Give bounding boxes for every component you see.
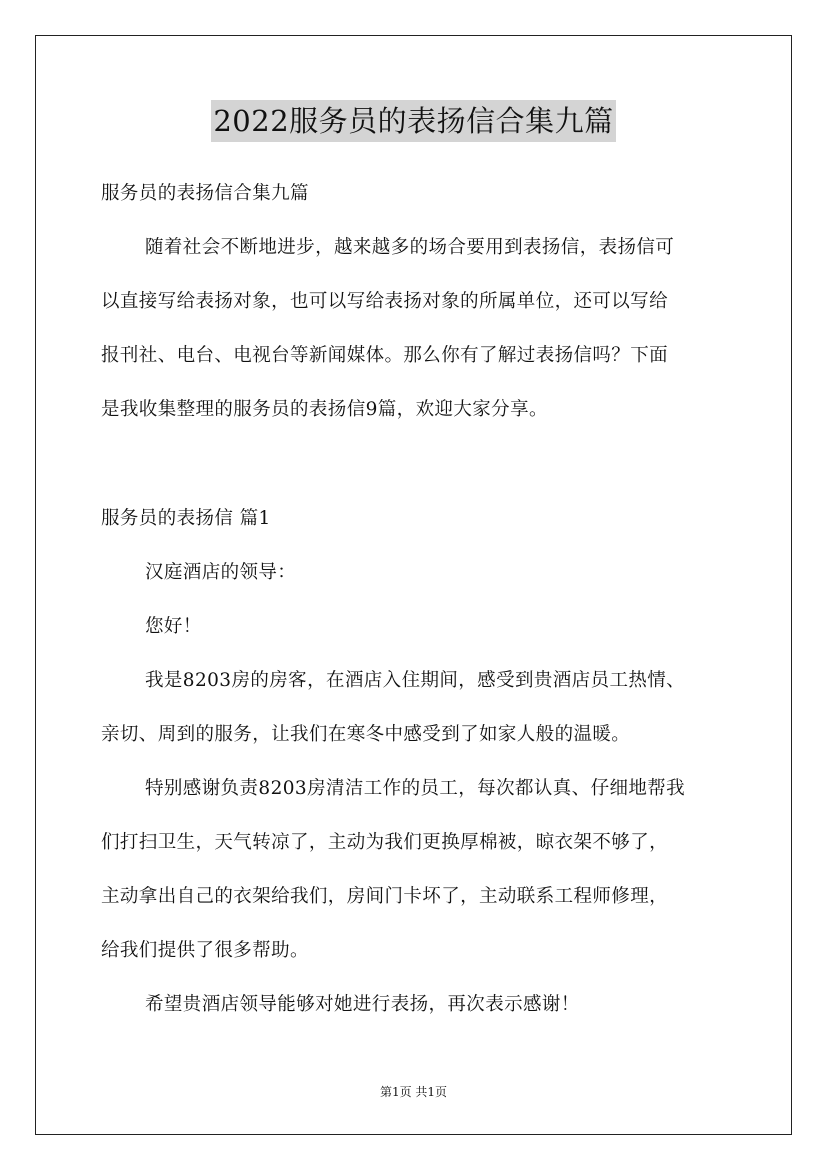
intro-line-4: 是我收集整理的服务员的表扬信9篇，欢迎大家分享。	[101, 399, 548, 420]
body-line-3: 特别感谢负责8203房清洁工作的员工，每次都认真、仔细地帮我	[145, 778, 686, 799]
page-number-footer: 第1页 共1页	[379, 1085, 448, 1099]
document-subtitle: 服务员的表扬信合集九篇	[101, 183, 309, 204]
body-line-6: 给我们提供了很多帮助。	[101, 940, 309, 961]
document-title: 2022服务员的表扬信合集九篇	[211, 100, 615, 142]
body-line-7: 希望贵酒店领导能够对她进行表扬，再次表示感谢！	[145, 994, 580, 1015]
title-container	[0, 100, 827, 142]
body-line-2: 亲切、周到的服务，让我们在寒冬中感受到了如家人般的温暖。	[101, 724, 631, 745]
intro-line-3: 报刊社、电台、电视台等新闻媒体。那么你有了解过表扬信吗？下面	[101, 345, 669, 366]
body-line-5: 主动拿出自己的衣架给我们，房间门卡坏了，主动联系工程师修理，	[101, 886, 669, 907]
intro-line-1: 随着社会不断地进步，越来越多的场合要用到表扬信，表扬信可	[145, 237, 675, 258]
section-heading: 服务员的表扬信 篇1	[101, 508, 271, 529]
salutation: 汉庭酒店的领导：	[145, 562, 297, 583]
greeting: 您好！	[145, 616, 202, 637]
body-line-4: 们打扫卫生，天气转凉了，主动为我们更换厚棉被，晾衣架不够了，	[101, 832, 669, 853]
intro-line-2: 以直接写给表扬对象，也可以写给表扬对象的所属单位，还可以写给	[101, 291, 669, 312]
body-line-1: 我是8203房的房客，在酒店入住期间，感受到贵酒店员工热情、	[145, 670, 686, 691]
